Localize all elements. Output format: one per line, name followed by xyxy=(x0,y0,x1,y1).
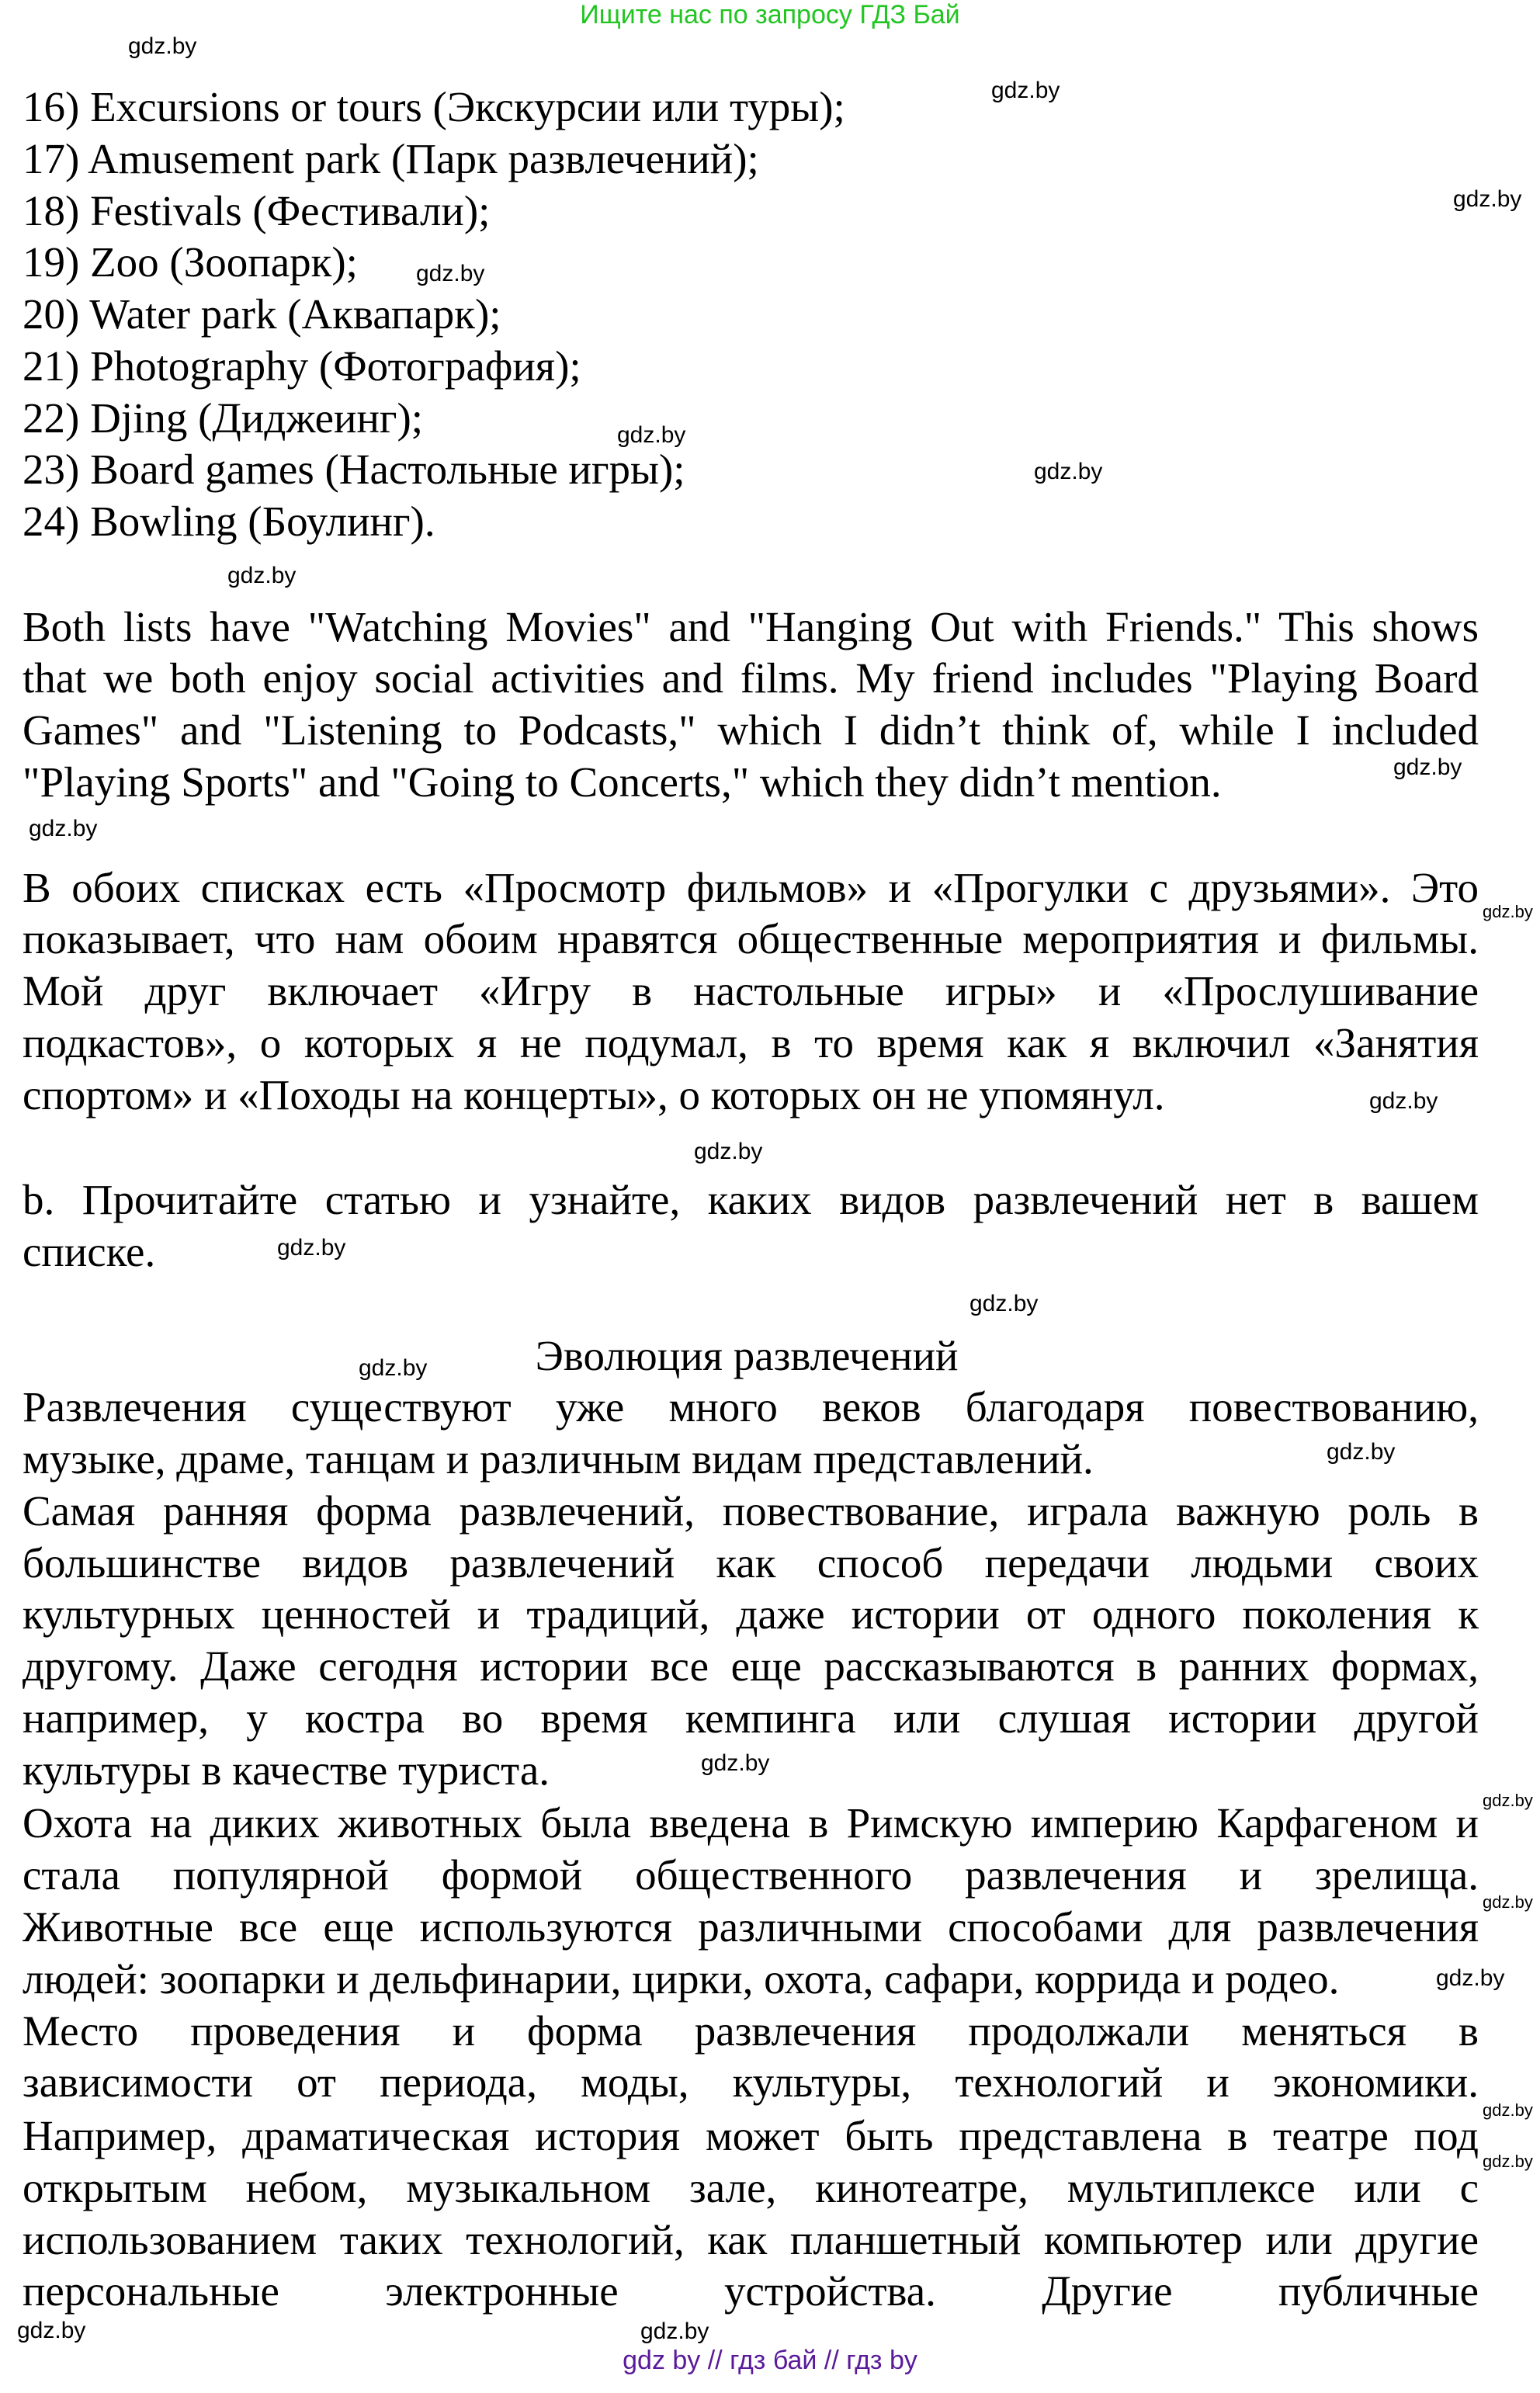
text-line: Мой друг включает «Игру в настольные игры» и «Прослушивание xyxy=(23,967,1479,1014)
list-item: 21) Photography (Фотография); xyxy=(23,342,581,390)
text-line: Самая ранняя форма развлечений, повествование, играла важную роль в xyxy=(23,1487,1479,1535)
text-line: другому. Даже сегодня истории все еще рассказываются в ранних формах, xyxy=(23,1642,1479,1690)
watermark: gdz.by xyxy=(1483,902,1533,921)
watermark: gdz.by xyxy=(1369,1088,1438,1114)
watermark: gdz.by xyxy=(1483,2100,1533,2120)
text-line: "Playing Sports" and "Going to Concerts," which they didn’t mention. xyxy=(23,758,1222,806)
text-line: музыке, драме, танцам и различным видам представлений. xyxy=(23,1435,1094,1483)
list-item: 17) Amusement park (Парк развлечений); xyxy=(23,135,759,182)
watermark: gdz.by xyxy=(1453,186,1522,212)
text-line: Развлечения существуют уже много веков благодаря повествованию, xyxy=(23,1383,1479,1431)
watermark: gdz.by xyxy=(991,78,1060,103)
watermark: gdz.by xyxy=(128,33,197,59)
watermark: gdz.by xyxy=(1034,459,1103,484)
text-line: персональные электронные устройства. Другие публичные xyxy=(23,2267,1479,2315)
text-line: спортом» и «Походы на концерты», о которых он не упомянул. xyxy=(23,1071,1165,1118)
text-line: that we both enjoy social activities and films. My friend includes "Playing Board xyxy=(23,654,1479,702)
watermark: gdz.by xyxy=(1483,1791,1533,1810)
list-item: 18) Festivals (Фестивали); xyxy=(23,187,491,234)
footer-links[interactable]: gdz by // гдз бай // гдз by xyxy=(623,2346,917,2375)
text-line: большинстве видов развлечений как способ передачи людьми своих xyxy=(23,1539,1479,1587)
text-line: открытым небом, музыкальном зале, кинотеатре, мультиплексе или с xyxy=(23,2164,1479,2211)
text-line: Охота на диких животных была введена в Римскую империю Карфагеном и xyxy=(23,1799,1479,1847)
text-line: показывает, что нам обоим нравятся общественные мероприятия и фильмы. xyxy=(23,915,1479,962)
text-line: людей: зоопарки и дельфинарии, цирки, охота, сафари, коррида и родео. xyxy=(23,1955,1340,2003)
watermark: gdz.by xyxy=(969,1291,1039,1316)
text-line: b. Прочитайте статью и узнайте, каких видов развлечений нет в вашем xyxy=(23,1176,1479,1223)
promo-header: Ищите нас по запросу ГДЗ Бай xyxy=(580,0,960,29)
watermark: gdz.by xyxy=(416,261,485,286)
watermark: gdz.by xyxy=(640,2318,709,2344)
list-item: 23) Board games (Настольные игры); xyxy=(23,446,685,493)
watermark: gdz.by xyxy=(29,816,98,841)
list-item: 24) Bowling (Боулинг). xyxy=(23,498,435,545)
list-item: 19) Zoo (Зоопарк); xyxy=(23,238,358,286)
text-line: подкастов», о которых я не подумал, в то время как я включил «Занятия xyxy=(23,1019,1479,1066)
text-line: использованием таких технологий, как планшетный компьютер или другие xyxy=(23,2216,1479,2263)
list-item: 20) Water park (Аквапарк); xyxy=(23,290,501,338)
text-line: В обоих списках есть «Просмотр фильмов» и «Прогулки с друзьями». Это xyxy=(23,864,1479,911)
text-line: Место проведения и форма развлечения продолжали меняться в xyxy=(23,2007,1479,2055)
watermark: gdz.by xyxy=(227,563,297,588)
text-line: например, у костра во время кемпинга или слушая истории другой xyxy=(23,1694,1479,1742)
watermark: gdz.by xyxy=(1393,754,1462,780)
text-line: зависимости от периода, моды, культуры, технологий и экономики. xyxy=(23,2058,1479,2106)
watermark: gdz.by xyxy=(617,422,686,448)
list-item: 22) Djing (Диджеинг); xyxy=(23,394,424,442)
text-line: стала популярной формой общественного развлечения и зрелища. xyxy=(23,1851,1479,1899)
text-line: Both lists have "Watching Movies" and "Hanging Out with Friends." This shows xyxy=(23,603,1479,650)
text-line: списке. xyxy=(23,1228,156,1275)
watermark: gdz.by xyxy=(359,1355,428,1381)
watermark: gdz.by xyxy=(1327,1439,1396,1465)
list-item: 16) Excursions or tours (Экскурсии или туры); xyxy=(23,83,845,130)
text-line: культурных ценностей и традиций, даже истории от одного поколения к xyxy=(23,1590,1479,1638)
watermark: gdz.by xyxy=(1436,1965,1505,1991)
text-line: культуры в качестве туриста. xyxy=(23,1746,550,1794)
watermark: gdz.by xyxy=(17,2318,86,2343)
watermark: gdz.by xyxy=(1483,1892,1533,1912)
article-title: Эволюция развлечений xyxy=(535,1332,959,1379)
watermark: gdz.by xyxy=(1483,2152,1533,2171)
watermark: gdz.by xyxy=(277,1235,346,1261)
watermark: gdz.by xyxy=(694,1139,763,1164)
watermark: gdz.by xyxy=(701,1750,770,1776)
text-line: Животные все еще используются различными способами для развлечения xyxy=(23,1903,1479,1951)
text-line: Games" and "Listening to Podcasts," which I didn’t think of, while I included xyxy=(23,706,1479,754)
text-line: Например, драматическая история может быть представлена в театре под xyxy=(23,2112,1479,2159)
